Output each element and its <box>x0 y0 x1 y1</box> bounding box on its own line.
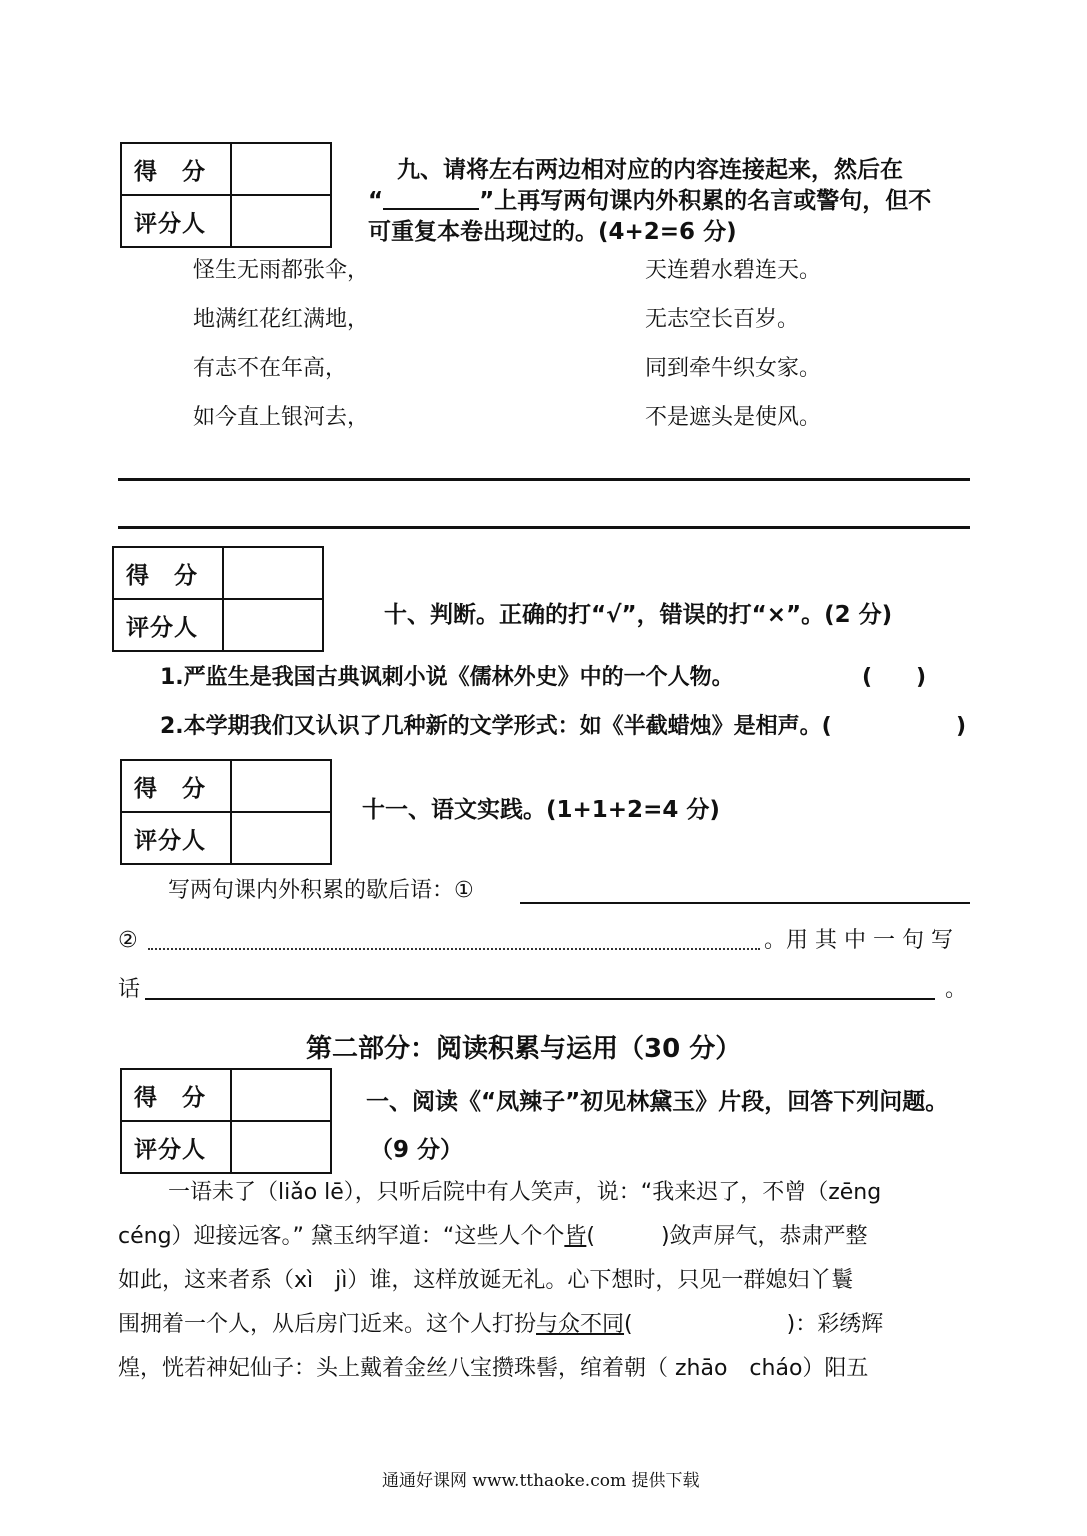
footer-credit: 通通好课网 www.tthaoke.com 提供下载 <box>382 1471 700 1491</box>
q9-open-quote: “ <box>368 188 384 214</box>
grader-label: 评分人 <box>121 195 231 247</box>
q10-item-2: 2.本学期我们又认识了几种新的文学形式：如《半截蜡烛》是相声。( <box>160 714 832 739</box>
q9-left-item[interactable]: 如今直上银河去， <box>193 405 370 430</box>
score-field[interactable] <box>231 143 331 195</box>
part2-heading: 第二部分：阅读积累与运用（30 分） <box>306 1034 742 1064</box>
q9-right-item[interactable]: 同到牵牛织女家。 <box>645 356 822 381</box>
passage-text[interactable]: ( )敛声屏气，恭肃严整 <box>586 1224 868 1249</box>
score-label: 得 分 <box>121 1069 231 1121</box>
grader-label: 评分人 <box>113 599 223 651</box>
passage-line-2 <box>118 1222 868 1252</box>
score-label: 得 分 <box>121 760 231 812</box>
q9-left-item[interactable]: 怪生无雨都张伞， <box>193 258 370 283</box>
score-box-q11 <box>120 759 332 865</box>
q11-blank-2[interactable] <box>148 948 760 950</box>
score-label: 得 分 <box>113 547 223 599</box>
q9-line2-text: ”上再写两句课内外积累的名言或警句，但不 <box>479 188 932 214</box>
score-field[interactable] <box>231 760 331 812</box>
q9-right-item[interactable]: 无志空长百岁。 <box>645 307 800 332</box>
q11-line3-end: 。 <box>945 977 968 1002</box>
grader-label: 评分人 <box>121 812 231 864</box>
q9-left-item[interactable]: 地满红花红满地， <box>193 307 370 332</box>
passage-line-3: 如此，这来者系（xì jì）谁，这样放诞无礼。心下想时，只见一群媳妇丫鬟 <box>118 1268 854 1293</box>
underlined-phrase: 与众不同 <box>536 1312 625 1337</box>
grader-field[interactable] <box>223 599 323 651</box>
grader-field[interactable] <box>231 1121 331 1173</box>
q9-instruction-line1: 九、请将左右两边相对应的内容连接起来，然后在 <box>397 157 903 183</box>
q11-line1: 写两句课内外积累的歇后语：① <box>168 878 474 903</box>
grader-field[interactable] <box>231 812 331 864</box>
passage-text: céng）迎接远客。” 黛玉纳罕道：“这些人个个 <box>118 1224 565 1249</box>
underlined-word: 皆 <box>564 1224 587 1249</box>
q11-blank-1[interactable] <box>520 902 970 904</box>
score-box-q10 <box>112 546 324 652</box>
q10-item-1-answer[interactable]: ( ) <box>862 665 927 690</box>
passage-line-1: 一语未了（liǎo lē），只听后院中有人笑声，说：“我来迟了，不曾（zēng <box>168 1180 882 1205</box>
passage-line-4 <box>118 1310 883 1340</box>
part2-q1-title: 一、阅读《“凤辣子”初见林黛玉》片段，回答下列问题。 <box>366 1089 949 1115</box>
part2-q1-points: （9 分） <box>370 1137 464 1163</box>
grader-label: 评分人 <box>121 1121 231 1173</box>
q11-line3-prefix: 话 <box>118 977 141 1002</box>
score-label: 得 分 <box>121 143 231 195</box>
score-box-q9 <box>120 142 332 248</box>
score-field[interactable] <box>231 1069 331 1121</box>
score-box-part2-q1 <box>120 1068 332 1174</box>
passage-text[interactable]: ( )：彩绣辉 <box>624 1312 884 1337</box>
q9-right-item[interactable]: 天连碧水碧连天。 <box>645 258 822 283</box>
q11-line2-text: 。用 其 中 一 句 写 <box>764 928 953 953</box>
q9-blank[interactable] <box>383 184 479 210</box>
q9-answer-line-2[interactable] <box>118 526 970 529</box>
q9-answer-line-1[interactable] <box>118 478 970 481</box>
grader-field[interactable] <box>231 195 331 247</box>
passage-text: 围拥着一个人，从后房门近来。这个人打扮 <box>118 1312 537 1337</box>
q9-left-item[interactable]: 有志不在年高， <box>193 356 348 381</box>
q11-blank-3[interactable] <box>145 998 935 1000</box>
score-field[interactable] <box>223 547 323 599</box>
passage-line-5: 煌，恍若神妃仙子：头上戴着金丝八宝攒珠髻，绾着朝（ zhāo cháo）阳五 <box>118 1356 869 1381</box>
q10-item-1: 1.严监生是我国古典讽刺小说《儒林外史》中的一个人物。 <box>160 665 734 690</box>
q11-circle-2: ② <box>118 928 138 953</box>
q10-title: 十、判断。正确的打“√”，错误的打“×”。(2 分) <box>384 602 893 628</box>
q11-title: 十一、语文实践。(1+1+2=4 分) <box>362 797 720 823</box>
q9-instruction-line3: 可重复本卷出现过的。(4+2=6 分) <box>368 219 737 245</box>
q9-right-item[interactable]: 不是遮头是使风。 <box>645 405 822 430</box>
q10-item-2-close[interactable]: ) <box>956 714 967 739</box>
